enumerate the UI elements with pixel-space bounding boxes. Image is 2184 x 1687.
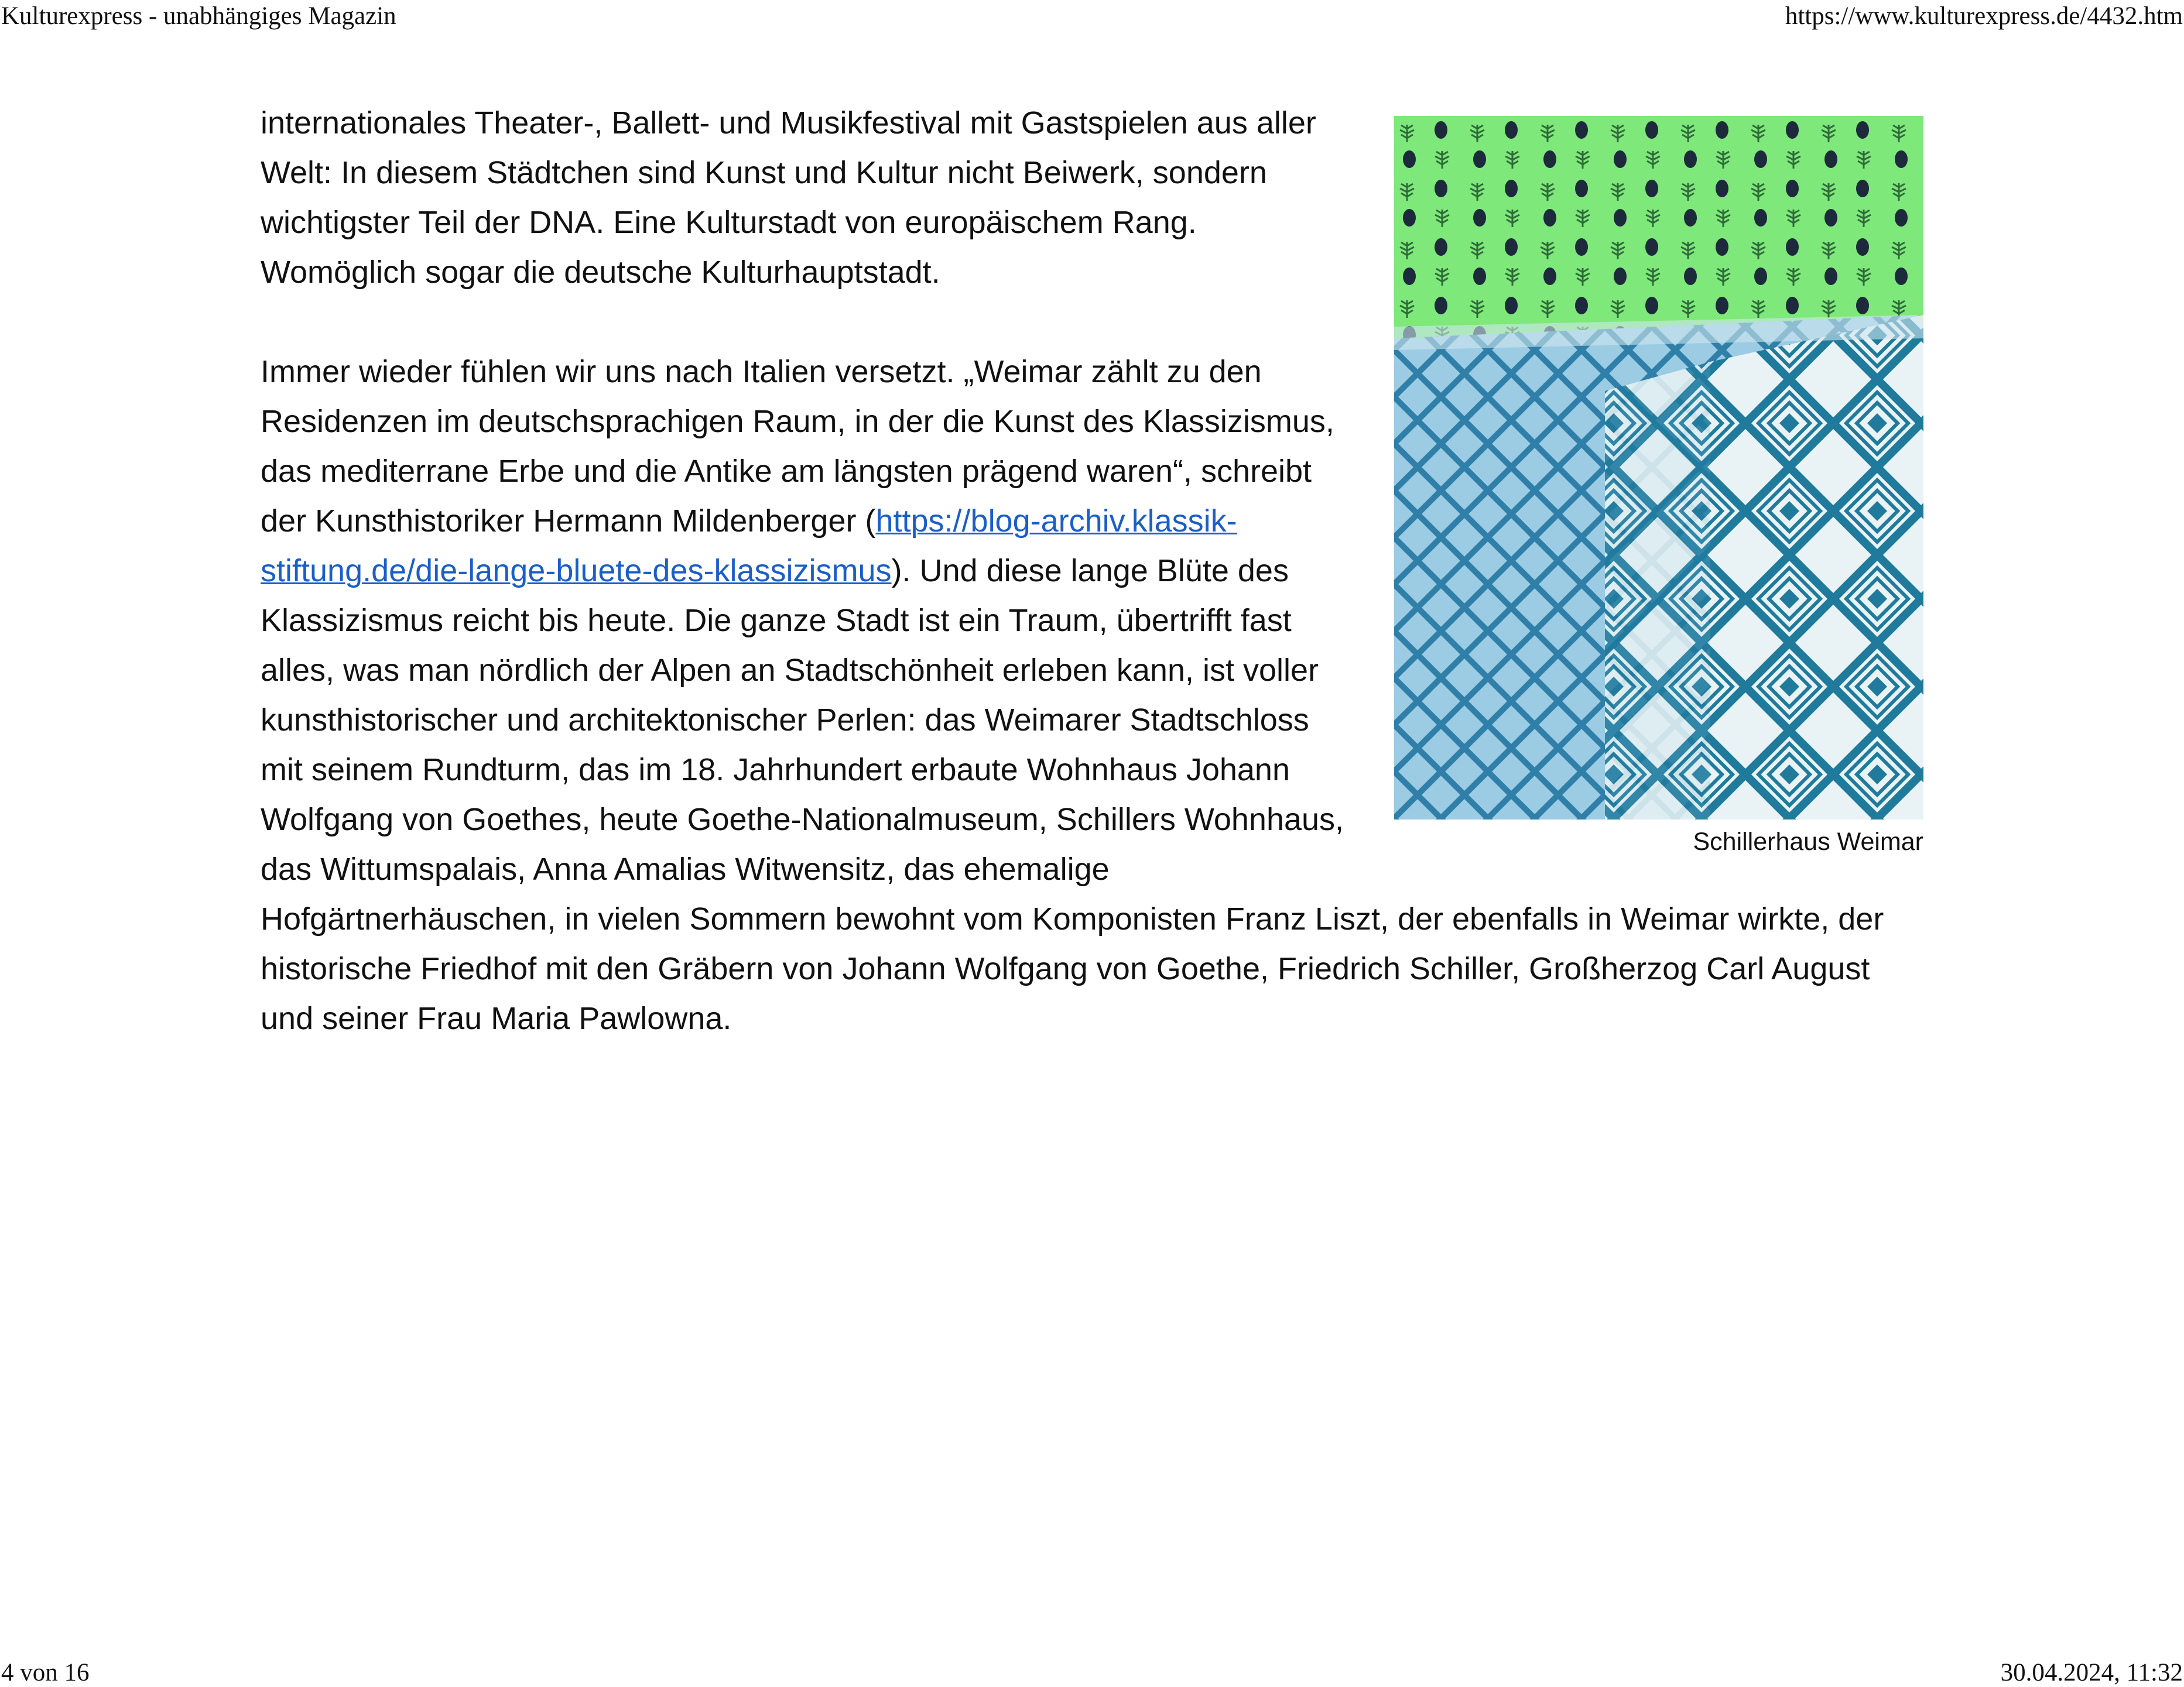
- page-counter: 4 von 16: [1, 1659, 90, 1686]
- site-title: Kulturexpress - unabhängiges Magazin: [1, 2, 396, 30]
- page-url[interactable]: https://www.kulturexpress.de/4432.htm: [1785, 2, 2183, 30]
- article-body: [261, 98, 1923, 1044]
- print-datetime: 30.04.2024, 11:32: [2000, 1659, 2183, 1686]
- paragraph: internationales Theater-, Ballett- und Musikfestival mit Gastspielen aus aller Welt: In diesem Städtchen sind Kunst und Kultur nicht Beiwerk, sondern wichtigster Teil der DNA. Eine Kulturstadt von europäischem Rang. Womöglich sogar die deutsche Kulturhauptstadt.: [261, 105, 1316, 290]
- source-link[interactable]: https://blog-archiv.klassik-stiftung.de/die-lange-bluete-des-klassizismus: [261, 503, 1237, 588]
- schillerhaus-photo: [1394, 116, 1923, 820]
- paragraph-text: Immer wieder fühlen wir uns nach Italien versetzt. „Weimar zählt zu den Residenzen im deutschsprachigen Raum, in der die Kunst des Klassizismus, das mediterrane Erbe und die Antike am längsten prägend waren“, schreibt der Kunsthistoriker Hermann Mildenberger (: [261, 354, 1334, 539]
- figure: [1394, 116, 1923, 857]
- paragraph-text: ). Und diese lange Blüte des Klassizismus reicht bis heute. Die ganze Stadt ist ein Traum, übertrifft fast alles, was man nördlich der Alpen an Stadtschönheit erleben kann, ist voller kunsthistorischer und architektonischer Perlen: das Weimarer Stadtschloss mit seinem Rundturm, das im 18. Jahrhundert erbaute Wohnhaus Johann Wolfgang von Goethes, heute Goethe-Nationalmuseum, Schillers Wohnhaus, das Wittumspalais, Anna Amalias Witwensitz, das ehemalige Hofgärtnerhäuschen, in vielen Sommern bewohnt vom Komponisten Franz Liszt, der ebenfalls in Weimar wirkte, der historische Friedhof mit den Gräbern von Johann Wolfgang von Goethe, Friedrich Schiller, Großherzog Carl August und seiner Frau Maria Pawlowna.: [261, 553, 1884, 1036]
- figure-caption: Schillerhaus Weimar: [1693, 828, 1923, 856]
